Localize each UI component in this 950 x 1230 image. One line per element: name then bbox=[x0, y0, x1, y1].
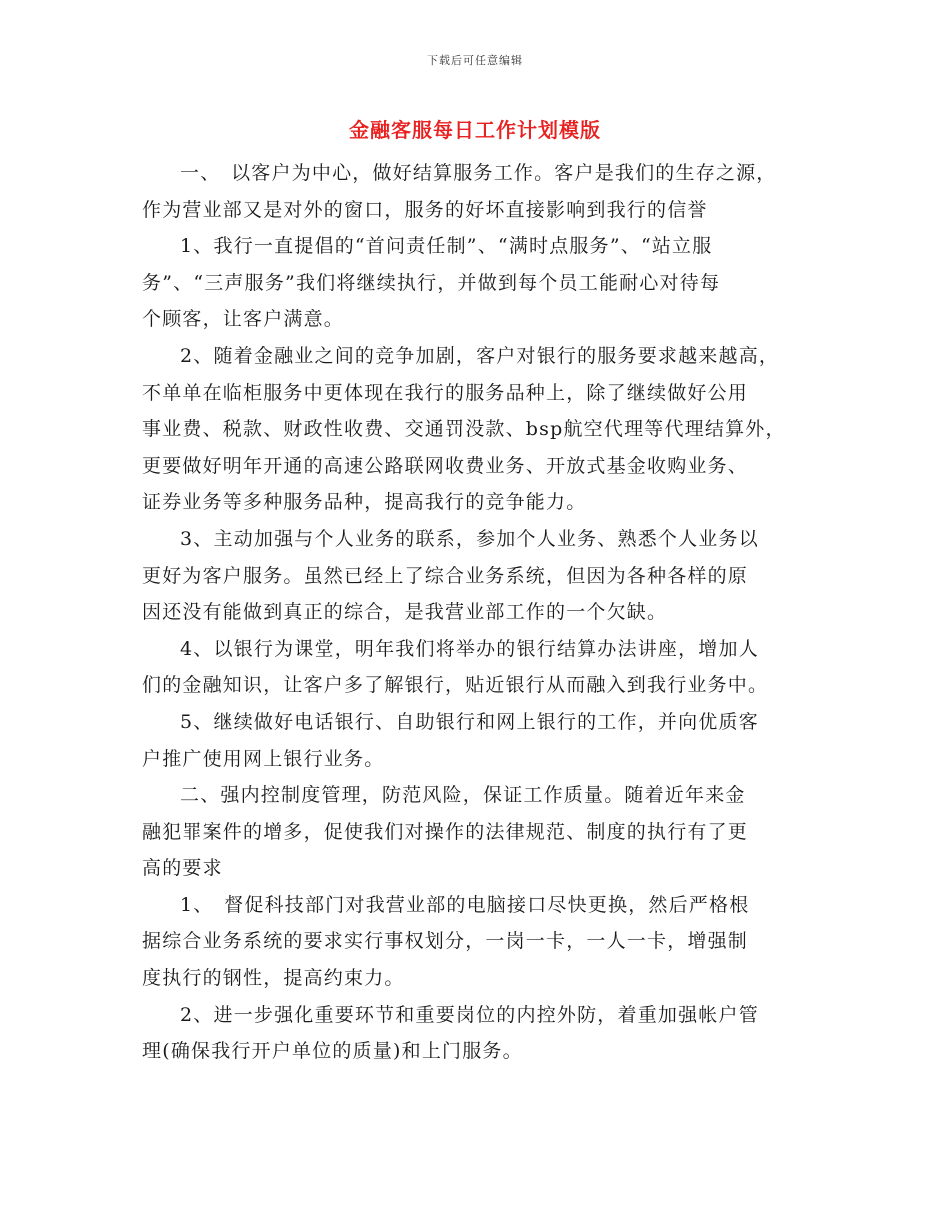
text-line: 二、强内控制度管理，防范风险，保证工作质量。随着近年来金 bbox=[180, 784, 746, 807]
text-line: 1、 督促科技部门对我营业部的电脑接口尽快更换，然后严格根 bbox=[180, 893, 750, 916]
text-line: 高的要求 bbox=[142, 857, 223, 880]
paragraph bbox=[142, 155, 822, 228]
paragraph bbox=[142, 997, 822, 1070]
text-line: 2、进一步强化重要环节和重要岗位的内控外防，着重加强帐户管 bbox=[180, 1003, 759, 1026]
text-line: 证券业务等多种服务品种，提高我行的竞争能力。 bbox=[142, 491, 587, 514]
paragraph bbox=[142, 887, 822, 997]
text-line: 作为营业部又是对外的窗口，服务的好坏直接影响到我行的信誉 bbox=[142, 198, 708, 221]
text-line: 1、我行一直提倡的“首问责任制”、“满时点服务”、“站立服 bbox=[180, 235, 713, 258]
text-line: 据综合业务系统的要求实行事权划分，一岗一卡，一人一卡，增强制 bbox=[142, 930, 749, 953]
paragraph bbox=[142, 228, 822, 338]
text-line: 务”、“三声服务”我们将继续执行，并做到每个员工能耐心对待每 bbox=[142, 271, 721, 294]
text-line: 2、随着金融业之间的竞争加剧，客户对银行的服务要求越来越高， bbox=[180, 344, 780, 367]
document-body bbox=[142, 155, 822, 1070]
text-line: 个顾客，让客户满意。 bbox=[142, 308, 345, 331]
text-line: 更好为客户服务。虽然已经上了综合业务系统，但因为各种各样的原 bbox=[142, 564, 749, 587]
text-line: 户推广使用网上银行业务。 bbox=[142, 747, 385, 770]
text-line: 理(确保我行开户单位的质量)和上门服务。 bbox=[142, 1040, 523, 1063]
text-line: 不单单在临柜服务中更体现在我行的服务品种上，除了继续做好公用 bbox=[142, 381, 749, 404]
paragraph bbox=[142, 777, 822, 887]
text-line: 融犯罪案件的增多，促使我们对操作的法律规范、制度的执行有了更 bbox=[142, 820, 749, 843]
text-line: 们的金融知识，让客户多了解银行，贴近银行从而融入到我行业务中。 bbox=[142, 674, 769, 697]
text-line: 因还没有能做到真正的综合，是我营业部工作的一个欠缺。 bbox=[142, 601, 668, 624]
text-line: 3、主动加强与个人业务的联系，参加个人业务、熟悉个人业务以 bbox=[180, 527, 759, 550]
document-title: 金融客服每日工作计划模版 bbox=[349, 118, 601, 142]
text-line: 事业费、税款、财政性收费、交通罚没款、bsp航空代理等代理结算外， bbox=[142, 418, 786, 441]
paragraph bbox=[142, 704, 822, 777]
text-line: 度执行的钢性，提高约束力。 bbox=[142, 967, 405, 990]
paragraph bbox=[142, 631, 822, 704]
text-line: 一、 以客户为中心，做好结算服务工作。客户是我们的生存之源， bbox=[180, 162, 777, 184]
text-line: 4、以银行为课堂，明年我们将举办的银行结算办法讲座，增加人 bbox=[180, 637, 759, 660]
header-note: 下载后可任意编辑 bbox=[427, 54, 523, 67]
paragraph bbox=[142, 338, 822, 521]
text-line: 更要做好明年开通的高速公路联网收费业务、开放式基金收购业务、 bbox=[142, 454, 749, 477]
paragraph bbox=[142, 521, 822, 631]
text-line: 5、继续做好电话银行、自助银行和网上银行的工作，并向优质客 bbox=[180, 710, 759, 733]
